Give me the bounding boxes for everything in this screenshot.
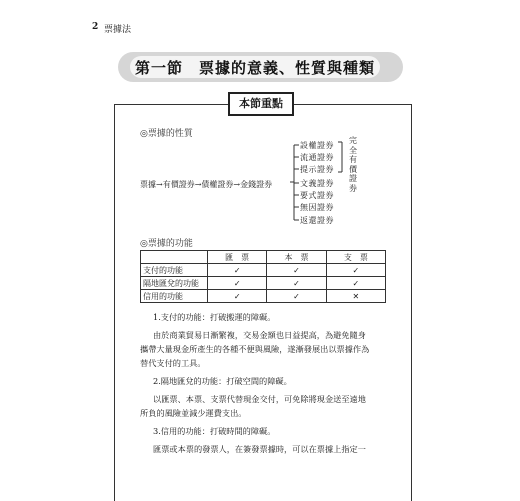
check-cell: ✓: [326, 277, 385, 290]
paragraph-line: 替代支付的工具。: [140, 358, 206, 368]
paragraph-line: 3.信用的功能：打破時間的障礙。: [153, 426, 276, 436]
security-type-item: 文義證券: [300, 179, 334, 188]
check-cell: ✓: [326, 264, 385, 277]
check-cell: ✓: [267, 290, 326, 303]
table-header-cell: 匯 票: [208, 251, 267, 264]
row-label: 信用的功能: [141, 290, 208, 303]
security-type-item: 設權證券: [300, 141, 334, 150]
paragraph-line: 由於商業貿易日漸繁複，交易金額也日益提高，為避免隨身: [153, 330, 366, 340]
paragraph-line: 1.支付的功能：打破搬運的障礙。: [153, 312, 276, 322]
security-type-item: 流通證券: [300, 153, 334, 162]
paragraph-line: 2.隔地匯兌的功能：打破空間的障礙。: [153, 376, 292, 386]
security-type-item: 提示證券: [300, 165, 334, 174]
table-header-cell: [141, 251, 208, 264]
paragraph-line: 攜帶大量現金所產生的各種不便與風險，遂漸發展出以票據作為: [140, 344, 370, 354]
paragraph-line: 以匯票、本票、支票代替現金交付，可免除將現金送至遠地: [153, 394, 366, 404]
nature-heading: ◎票據的性質: [140, 129, 193, 139]
security-type-item: 要式證券: [300, 191, 334, 200]
table-row: [141, 264, 386, 277]
running-header-title: 票據法: [104, 25, 132, 35]
table-header-row: [141, 251, 386, 264]
table-header-cell: 本 票: [267, 251, 326, 264]
function-heading: ◎票據的功能: [140, 239, 193, 249]
row-label: 支付的功能: [141, 264, 208, 277]
row-label: 隔地匯兌的功能: [141, 277, 208, 290]
section-title: 第一節 票據的意義、性質與種類: [135, 59, 376, 77]
function-table: [140, 250, 386, 303]
check-cell: ✕: [326, 290, 385, 303]
table-header-cell: 支 票: [326, 251, 385, 264]
bracket-label-vertical: 完 全 有 價 證 券: [349, 136, 357, 193]
key-points-label: 本節重點: [228, 92, 294, 116]
paragraph-line: 匯票或本票的發票人，在簽發票據時，可以在票據上指定一: [153, 444, 366, 454]
check-cell: ✓: [208, 277, 267, 290]
page-number: 2: [92, 22, 99, 32]
check-cell: ✓: [208, 264, 267, 277]
table-row: [141, 277, 386, 290]
check-cell: ✓: [267, 277, 326, 290]
check-cell: ✓: [208, 290, 267, 303]
check-cell: ✓: [267, 264, 326, 277]
table-row: [141, 290, 386, 303]
security-type-item: 返還證券: [300, 216, 334, 225]
securities-chain: 票據→有價證券→債權證券→金錢證券: [140, 180, 273, 189]
paragraph-line: 所負的風險並減少運費支出。: [140, 408, 247, 418]
security-type-item: 無因證券: [300, 203, 334, 212]
